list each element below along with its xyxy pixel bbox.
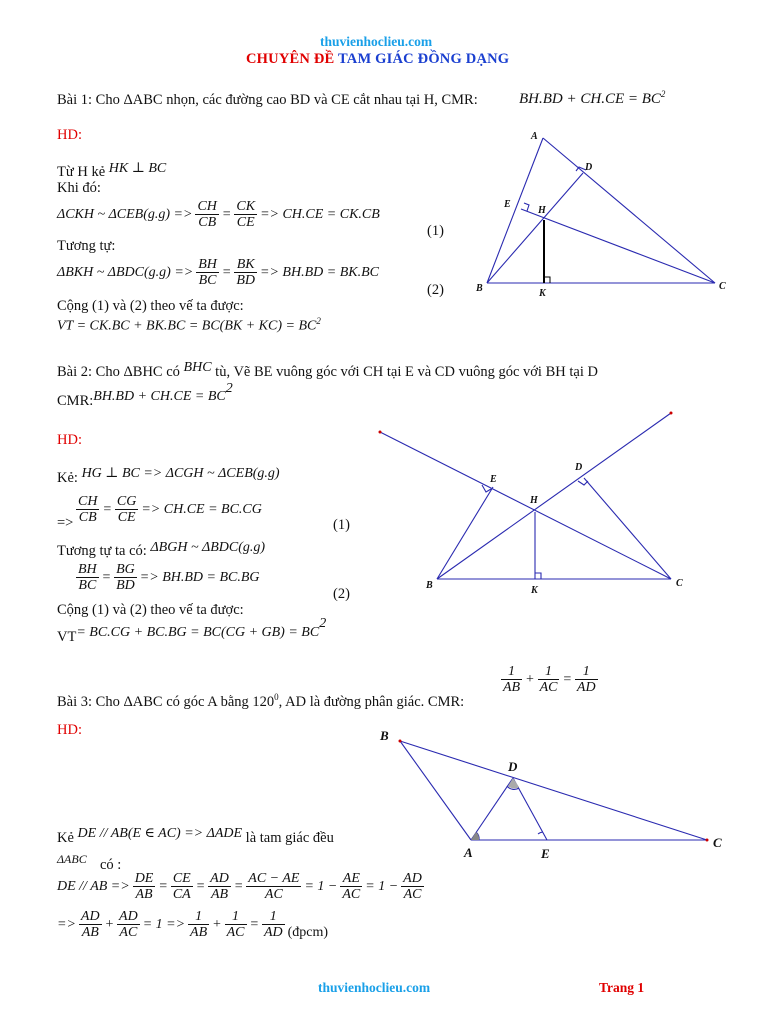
bai2-prompt: Bài 2: Cho ΔBHC có BHC tù, Vẽ BE vuông góc với CH tại E và CD vuông góc với BH tại D: [57, 360, 598, 380]
frac: $\frac{AC - AE}{AC}$: [248, 871, 300, 902]
bai1-hd: HD:: [57, 127, 82, 143]
bai3-line-2: => $\frac{AD}{AB}$ + $\frac{AD}{AC}$ = 1 => $\frac{1}{AB}$ + $\frac{1}{AC}$ = $\frac{1}{AD}$ (đpcm): [57, 909, 329, 940]
label-d: D: [585, 162, 593, 173]
frac: $\frac{AE}{AC}$: [342, 871, 361, 902]
frac: $\frac{DE}{AB}$: [134, 871, 154, 902]
title-prefix: CHUYÊN ĐỀ: [246, 51, 335, 67]
edge-bc: [400, 741, 707, 840]
frac: $\frac{1}{AC}$: [539, 664, 558, 695]
label-b: B: [476, 283, 483, 294]
frac: $\frac{CH}{CB}$: [197, 199, 217, 230]
label-e: E: [504, 199, 511, 210]
frac: $\frac{1}{AB}$: [503, 664, 521, 695]
bai2-line-2: $\frac{BH}{BC}$ = $\frac{BG}{BD}$ => BH.BD = BC.BG: [78, 562, 260, 593]
label-h: H: [538, 205, 546, 216]
line-ce-extended: [380, 432, 671, 579]
bai1-line-sim2: ΔBKH ~ ΔBDC(g.g) => $\frac{BH}{BC}$ = $\frac{BK}{BD}$ => BH.BD = BK.BC: [57, 257, 379, 288]
segment-ad: [471, 778, 513, 840]
edge-ab: [487, 138, 543, 283]
label-d: D: [575, 462, 583, 473]
frac: $\frac{BG}{BD}$: [116, 562, 135, 593]
frac: $\frac{AD}{AC}$: [119, 909, 138, 940]
frac: $\frac{1}{AD}$: [576, 664, 596, 695]
segment-cd: [584, 478, 671, 579]
bai1-cmr: $BH.BD + CH.CE = BC^2$: [519, 89, 666, 107]
angle-mark-e: [538, 832, 543, 834]
label-k: K: [539, 288, 546, 299]
frac: $\frac{1}{AC}$: [226, 909, 245, 940]
right-angle-k: [535, 573, 541, 579]
bai3-cmr: $\frac{1}{AB}$ + $\frac{1}{AC}$ = $\frac{1}{AD}$: [503, 664, 596, 695]
page-number: Trang 1: [599, 980, 645, 995]
bai2-pre1: =>: [57, 515, 74, 531]
label-a: A: [531, 131, 538, 142]
bai2-tag2: (2): [333, 586, 350, 602]
figure-bai3: [375, 722, 735, 867]
bai2-ke: Kẻ: HG ⊥ BC => ΔCGH ~ ΔCEB(g.g): [57, 466, 280, 486]
bai3-ke: Kẻ DE // AB(E ∈ AC) => ΔADE là tam giác đều: [57, 826, 334, 846]
frac: $\frac{1}{AB}$: [190, 909, 208, 940]
frac: $\frac{CG}{CE}$: [116, 494, 137, 525]
frac: $\frac{BH}{BC}$: [78, 562, 97, 593]
vertex-dot-b: [399, 740, 402, 743]
bai1-prompt: Bài 1: Cho ΔABC nhọn, các đường cao BD và CE cắt nhau tại H, CMR:: [57, 92, 478, 108]
bai3-line-1: DE // AB => $\frac{DE}{AB}$ = $\frac{CE}{CA}$ = $\frac{AD}{AB}$ = $\frac{AC - AE}{AC}$ = 1 − $\frac{AE}{AC}$ = 1 − $\frac{AD}{AC}$: [57, 871, 422, 902]
bai1-tuongtu: Tương tự:: [57, 238, 116, 254]
label-c: C: [676, 578, 683, 589]
edge-ac: [543, 138, 715, 283]
dpcm: (đpcm): [287, 924, 329, 940]
frac: $\frac{CH}{CB}$: [78, 494, 98, 525]
label-a: A: [464, 845, 473, 860]
frac: $\frac{AD}{AB}$: [210, 871, 229, 902]
label-d: D: [508, 759, 518, 774]
bai1-tag2: (2): [427, 282, 444, 298]
frac: $\frac{CE}{CA}$: [172, 871, 191, 902]
bai2-vt: $VT= BC.CG + BC.BG = BC(CG + GB) = BC^2$: [57, 616, 327, 645]
frac: $\frac{BH}{BC}$: [198, 257, 217, 288]
endpoint-dot: [379, 431, 382, 434]
bai1-khido: Khi đó:: [57, 180, 101, 196]
figure-bai2: [375, 405, 695, 600]
label-c: C: [713, 835, 722, 850]
bai2-line-1: $\frac{CH}{CB}$ = $\frac{CG}{CE}$ => CH.CE = BC.CG: [78, 494, 262, 525]
frac: $\frac{BK}{BD}$: [236, 257, 256, 288]
label-c: C: [719, 281, 726, 292]
label-e: E: [541, 846, 550, 861]
altitude-bd: [487, 173, 583, 283]
document-title: [246, 51, 509, 68]
label-b: B: [426, 580, 433, 591]
bai3-hd: HD:: [57, 722, 82, 738]
bai3-prompt: Bài 3: Cho ΔABC có góc A bằng $120^0$, AD là đường phân giác. CMR:: [57, 692, 465, 710]
frac: $\frac{1}{AD}$: [263, 909, 283, 940]
header-site[interactable]: thuvienhoclieu.com: [320, 34, 433, 49]
label-h: H: [530, 495, 538, 506]
bai1-line-sim1: ΔCKH ~ ΔCEB(g.g) => $\frac{CH}{CB}$ = $\frac{CK}{CE}$ => CH.CE = CK.CB: [57, 199, 380, 230]
bai2-hd: HD:: [57, 432, 82, 448]
segment-be: [437, 487, 493, 579]
frac: $\frac{AD}{AC}$: [403, 871, 422, 902]
frac: $\frac{CK}{CE}$: [236, 199, 256, 230]
label-b: B: [380, 728, 389, 743]
altitude-ce: [521, 209, 715, 283]
bai2-tuongtu: Tương tự ta có: ΔBGH ~ ΔBDC(g.g): [57, 540, 266, 559]
bai3-co: có :: [100, 857, 122, 873]
bai1-ke: Từ H kẻ HK ⊥ BC: [57, 161, 167, 180]
bai2-cong: Cộng (1) và (2) theo vế ta được:: [57, 602, 244, 618]
bai2-cmr: CMR:BH.BD + $CH.CE = BC^2$: [57, 381, 233, 409]
line-bd-extended: [437, 413, 671, 579]
bai1-cong: Cộng (1) và (2) theo vế ta được:: [57, 298, 244, 314]
figure-bai1: [470, 125, 740, 305]
label-e: E: [490, 474, 497, 485]
label-k: K: [531, 585, 538, 596]
edge-ab: [400, 741, 471, 840]
vertex-dot-c: [706, 839, 709, 842]
right-angle-e: [524, 203, 529, 211]
frac: $\frac{AD}{AB}$: [80, 909, 100, 940]
bai2-tag1: (1): [333, 517, 350, 533]
endpoint-dot: [670, 412, 673, 415]
footer-site[interactable]: thuvienhoclieu.com: [318, 980, 431, 995]
title-main: TAM GIÁC ĐỒNG DẠNG: [337, 51, 510, 67]
bai3-abc: ΔABC: [57, 852, 87, 866]
bai1-vt: VT = $CK.BC + BK.BC = BC(BK + KC) = BC^2$: [57, 316, 321, 334]
bai1-tag1: (1): [427, 223, 444, 239]
